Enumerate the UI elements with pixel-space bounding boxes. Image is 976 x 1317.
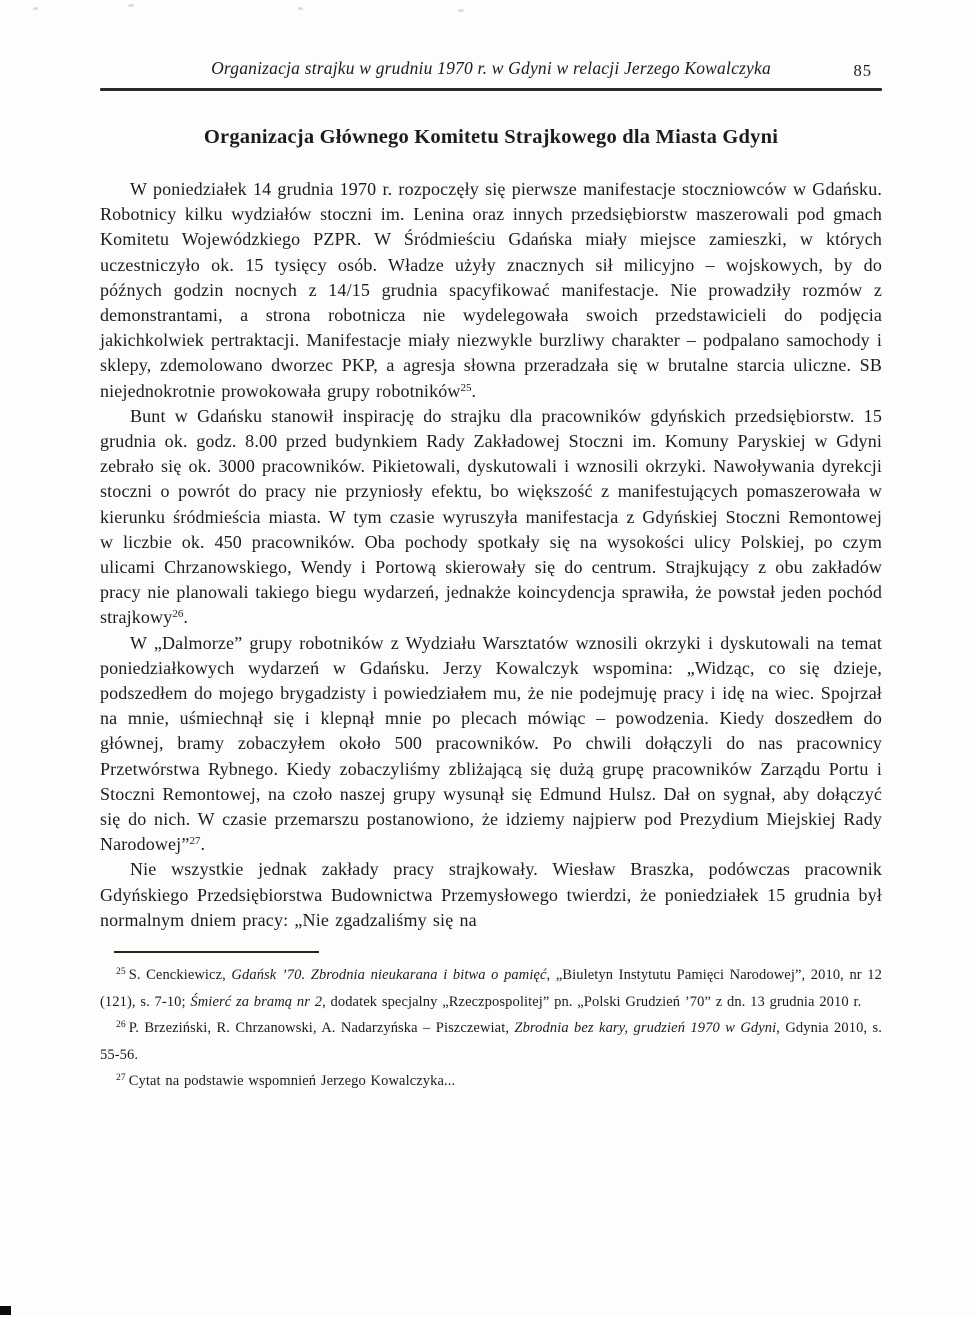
text-run: . (471, 380, 477, 401)
footnote (100, 962, 882, 1015)
text-run: Cytat na podstawie wspomnień Jerzego Kowalczyka... (128, 1073, 456, 1090)
text-run: S. Cenckiewicz, (128, 967, 232, 984)
footnote-ref: 26 (172, 608, 184, 621)
text-run: Bunt w Gdańsku stanowił inspirację do strajku dla pracowników gdyńskich przedsiębiorstw. 15 grudnia ok. godz. 8.00 przed budynkiem Rady Zakładowej Stoczni im. Komuny Paryskiej w Gdyni zebrało się ok. 3000 pracowników. Pikietowali, dyskutowali i wznosili okrzyki. Nawoływania dyrekcji stoczni o powrót do pracy nie przyniosły efektu, bo większość z manifestujących pomaszerowała w kierunku śródmieścia miasta. W tym czasie wyruszyła manifestacja z Gdyńskiej Stoczni Remontowej w liczbie ok. 450 pracowników. Oba pochody spotkały się na wysokości ulicy Polskiej, po czym ulicami Chrzanowskiego, Wendy i Portową skierowały się do centrum. Strajkujący z obu zakładów pracy nie planowali takiego biegu wydarzeń, jednakże koincydencja sprawiła, że powstał jeden pochód strajkowy (100, 405, 882, 628)
footnote-marker: 26 (116, 1020, 126, 1031)
paragraph (100, 857, 882, 933)
footnote-ref: 27 (189, 835, 201, 848)
text-run: , „Biuletyn Instytutu Pamięci Narodowej”, 2010, nr 12 (121), s. 7-10; (100, 967, 882, 1010)
text-run: W „Dalmorze” grupy robotników z Wydziału Warsztatów wznosili okrzyki i dyskutowali na temat poniedziałkowych wydarzeń w Gdańsku. Jerzy Kowalczyk wspomina: „Widząc, co się dzieje, podszedłem do mojego brygadzisty i powiedziałem mu, że nie podejmuję pracy i idę na wiec. Spojrzał na mnie, uśmiechnął się i klepnął mnie po plecach mówiąc – powodzenia. Kiedy doszedłem do głównej, bramy zobaczyłem około 500 pracowników. Po chwili dołączyli do nas pracownicy Przetwórstwa Rybnego. Kiedy zobaczyliśmy zbliżającą się dużą grupę pracowników Zarządu Portu i Stoczni Remontowej, na czoło naszej grupy wysunął się Edmund Hulsz. Dał on sygnał, aby dołączyć się do nich. W czasie przemarszu postanowiono, że idziemy najpierw pod Prezydium Miejskiej Rady Narodowej” (100, 632, 882, 855)
text-run: W poniedziałek 14 grudnia 1970 r. rozpoczęły się pierwsze manifestacje stoczniowców w Gdańsku. Robotnicy kilku wydziałów stoczni im. Lenina oraz innych przedsiębiorstw maszerowali pod gmach Komitetu Wojewódzkiego PZPR. W Śródmieściu Gdańska miały miejsce zamieszki, w których uczestniczyło ok. 15 tysięcy osób. Władze użyły znacznych sił milicyjno – wojskowych, by do późnych godzin nocnych z 14/15 grudnia spacyfikować manifestacje. Nie prowadziły rozmów z demonstrantami, a strona robotnicza nie wydelegowała swoich przedstawicieli do podjęcia jakichkolwiek pertraktacji. Manifestacje miały niezwykle burzliwy charakter – podpalano samochody i sklepy, zdemolowano dworzec PKP, a agresja słowna przeradzała się w brutalne starcia uliczne. SB niejednokrotnie prowokowała grupy robotników (100, 179, 882, 401)
cited-work-title: Śmierć za bramą nr 2 (190, 993, 323, 1010)
footnote-separator (114, 951, 319, 953)
text-run: , Gdynia 2010, s. 55-56. (100, 1020, 882, 1063)
text-run: , dodatek specjalny „Rzeczpospolitej” pn. „Polski Grudzień ’70” z dn. 13 grudnia 2010 r. (322, 993, 862, 1010)
footnote (100, 1015, 882, 1068)
page-number: 85 (853, 61, 872, 80)
footnote-marker: 27 (116, 1073, 126, 1084)
running-title: Organizacja strajku w grudniu 1970 r. w Gdyni w relacji Jerzego Kowalczyka (211, 58, 771, 78)
footnote (100, 1068, 882, 1095)
footnote-ref: 25 (460, 381, 472, 394)
text-run: . (200, 834, 206, 855)
cited-work-title: Gdańsk ’70. Zbrodnia nieukarana i bitwa o pamięć (231, 967, 547, 984)
section-title: Organizacja Głównego Komitetu Strajkowego dla Miasta Gdyni (203, 126, 779, 148)
footnotes (100, 962, 882, 1095)
text-run: . (183, 607, 188, 628)
scan-artifact-corner (0, 1306, 11, 1315)
header-rule (100, 88, 882, 91)
paragraph (100, 404, 882, 631)
body-paragraphs (100, 177, 882, 933)
text-run: P. Brzeziński, R. Chrzanowski, A. Nadarzyńska – Piszczewiat, (128, 1020, 515, 1037)
footnote-marker: 25 (116, 967, 126, 978)
running-header (100, 57, 882, 79)
cited-work-title: Zbrodnia bez kary, grudzień 1970 w Gdyni (514, 1020, 777, 1037)
text-run: Nie wszystkie jednak zakłady pracy strajkowały. Wiesław Braszka, podówczas pracownik Gdyńskiego Przedsiębiorstwa Budownictwa Przemysłowego twierdzi, że poniedziałek 15 grudnia był normalnym dniem pracy: „Nie zgadzaliśmy się na (100, 859, 882, 930)
paragraph (100, 631, 882, 858)
paragraph (100, 177, 882, 404)
